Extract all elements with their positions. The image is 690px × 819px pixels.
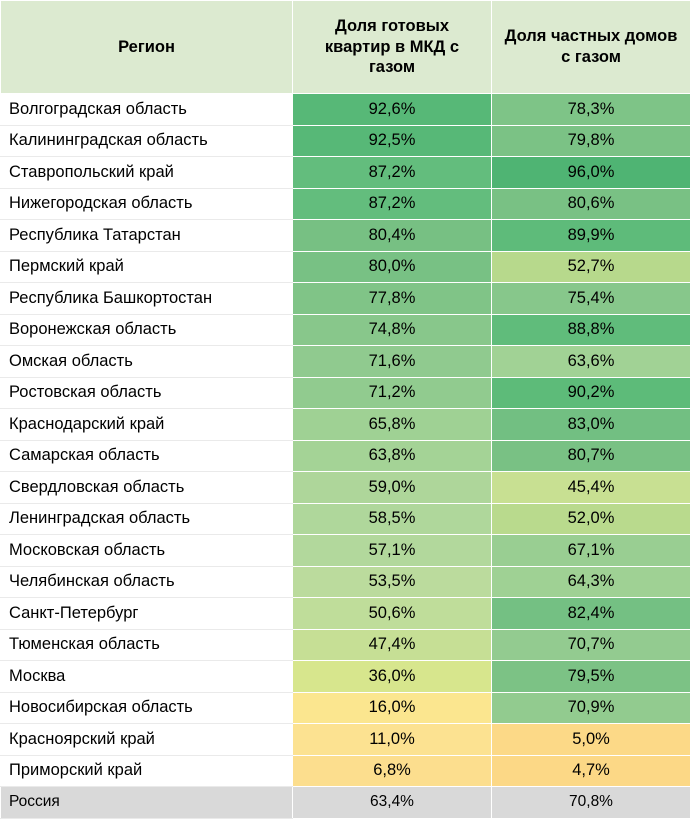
- cell-apartments-share: 6,8%: [293, 755, 492, 787]
- cell-region: Республика Татарстан: [1, 220, 293, 252]
- cell-apartments-share: 65,8%: [293, 409, 492, 441]
- cell-apartments-share: 71,2%: [293, 377, 492, 409]
- table-row: [1, 598, 690, 630]
- table-row: [1, 125, 690, 157]
- cell-region: Ростовская область: [1, 377, 293, 409]
- cell-houses-share: 88,8%: [492, 314, 690, 346]
- cell-apartments-share: 87,2%: [293, 157, 492, 189]
- table-row: [1, 535, 690, 567]
- cell-apartments-share: 36,0%: [293, 661, 492, 693]
- cell-apartments-share: 74,8%: [293, 314, 492, 346]
- cell-region: Московская область: [1, 535, 293, 567]
- table-row: [1, 157, 690, 189]
- cell-houses-share: 4,7%: [492, 755, 690, 787]
- cell-houses-share: 64,3%: [492, 566, 690, 598]
- column-header-apartments: Доля готовых квартир в МКД с газом: [293, 1, 492, 94]
- table-row: [1, 692, 690, 724]
- table-row: [1, 755, 690, 787]
- cell-houses-share: 80,7%: [492, 440, 690, 472]
- cell-apartments-share: 80,4%: [293, 220, 492, 252]
- cell-apartments-share: 57,1%: [293, 535, 492, 567]
- cell-houses-share: 79,8%: [492, 125, 690, 157]
- cell-houses-share: 70,9%: [492, 692, 690, 724]
- cell-region: Пермский край: [1, 251, 293, 283]
- cell-apartments-share: 71,6%: [293, 346, 492, 378]
- cell-houses-share: 70,7%: [492, 629, 690, 661]
- table-row: [1, 346, 690, 378]
- cell-houses-share: 52,0%: [492, 503, 690, 535]
- cell-houses-share: 67,1%: [492, 535, 690, 567]
- cell-region: Нижегородская область: [1, 188, 293, 220]
- table-row: [1, 440, 690, 472]
- cell-region: Москва: [1, 661, 293, 693]
- cell-houses-share: 96,0%: [492, 157, 690, 189]
- table-row: [1, 283, 690, 315]
- table-row: [1, 661, 690, 693]
- cell-houses-share: 63,6%: [492, 346, 690, 378]
- cell-region: Ставропольский край: [1, 157, 293, 189]
- table-row: [1, 377, 690, 409]
- cell-region: Тюменская область: [1, 629, 293, 661]
- column-header-region: Регион: [1, 1, 293, 94]
- cell-houses-share: 83,0%: [492, 409, 690, 441]
- cell-region: Омская область: [1, 346, 293, 378]
- cell-houses-share: 79,5%: [492, 661, 690, 693]
- cell-apartments-share: 50,6%: [293, 598, 492, 630]
- table-row: [1, 188, 690, 220]
- cell-apartments-share-total: 63,4%: [293, 787, 492, 819]
- table-body: [1, 94, 690, 819]
- cell-apartments-share: 87,2%: [293, 188, 492, 220]
- cell-region-total: Россия: [1, 787, 293, 819]
- table-row: [1, 314, 690, 346]
- table-header-row: [1, 1, 690, 94]
- cell-region: Санкт-Петербург: [1, 598, 293, 630]
- table-row-total: [1, 787, 690, 819]
- cell-houses-share-total: 70,8%: [492, 787, 690, 819]
- cell-apartments-share: 16,0%: [293, 692, 492, 724]
- cell-region: Красноярский край: [1, 724, 293, 756]
- cell-region: Краснодарский край: [1, 409, 293, 441]
- column-header-houses: Доля частных домов с газом: [492, 1, 690, 94]
- cell-apartments-share: 11,0%: [293, 724, 492, 756]
- cell-region: Новосибирская область: [1, 692, 293, 724]
- cell-houses-share: 80,6%: [492, 188, 690, 220]
- cell-region: Ленинградская область: [1, 503, 293, 535]
- table-row: [1, 94, 690, 126]
- cell-houses-share: 90,2%: [492, 377, 690, 409]
- cell-apartments-share: 92,6%: [293, 94, 492, 126]
- cell-houses-share: 75,4%: [492, 283, 690, 315]
- cell-apartments-share: 53,5%: [293, 566, 492, 598]
- cell-houses-share: 82,4%: [492, 598, 690, 630]
- cell-houses-share: 52,7%: [492, 251, 690, 283]
- table-row: [1, 503, 690, 535]
- cell-apartments-share: 92,5%: [293, 125, 492, 157]
- cell-region: Самарская область: [1, 440, 293, 472]
- cell-houses-share: 89,9%: [492, 220, 690, 252]
- table-row: [1, 566, 690, 598]
- cell-apartments-share: 59,0%: [293, 472, 492, 504]
- cell-region: Волгоградская область: [1, 94, 293, 126]
- cell-houses-share: 5,0%: [492, 724, 690, 756]
- table-row: [1, 220, 690, 252]
- cell-region: Приморский край: [1, 755, 293, 787]
- table-header: [1, 1, 690, 94]
- cell-region: Воронежская область: [1, 314, 293, 346]
- cell-houses-share: 45,4%: [492, 472, 690, 504]
- cell-apartments-share: 63,8%: [293, 440, 492, 472]
- cell-apartments-share: 58,5%: [293, 503, 492, 535]
- table-row: [1, 251, 690, 283]
- cell-region: Челябинская область: [1, 566, 293, 598]
- table-row: [1, 724, 690, 756]
- table-row: [1, 472, 690, 504]
- table-row: [1, 409, 690, 441]
- cell-apartments-share: 77,8%: [293, 283, 492, 315]
- cell-region: Калининградская область: [1, 125, 293, 157]
- cell-houses-share: 78,3%: [492, 94, 690, 126]
- cell-apartments-share: 47,4%: [293, 629, 492, 661]
- cell-region: Свердловская область: [1, 472, 293, 504]
- cell-region: Республика Башкортостан: [1, 283, 293, 315]
- table-row: [1, 629, 690, 661]
- cell-apartments-share: 80,0%: [293, 251, 492, 283]
